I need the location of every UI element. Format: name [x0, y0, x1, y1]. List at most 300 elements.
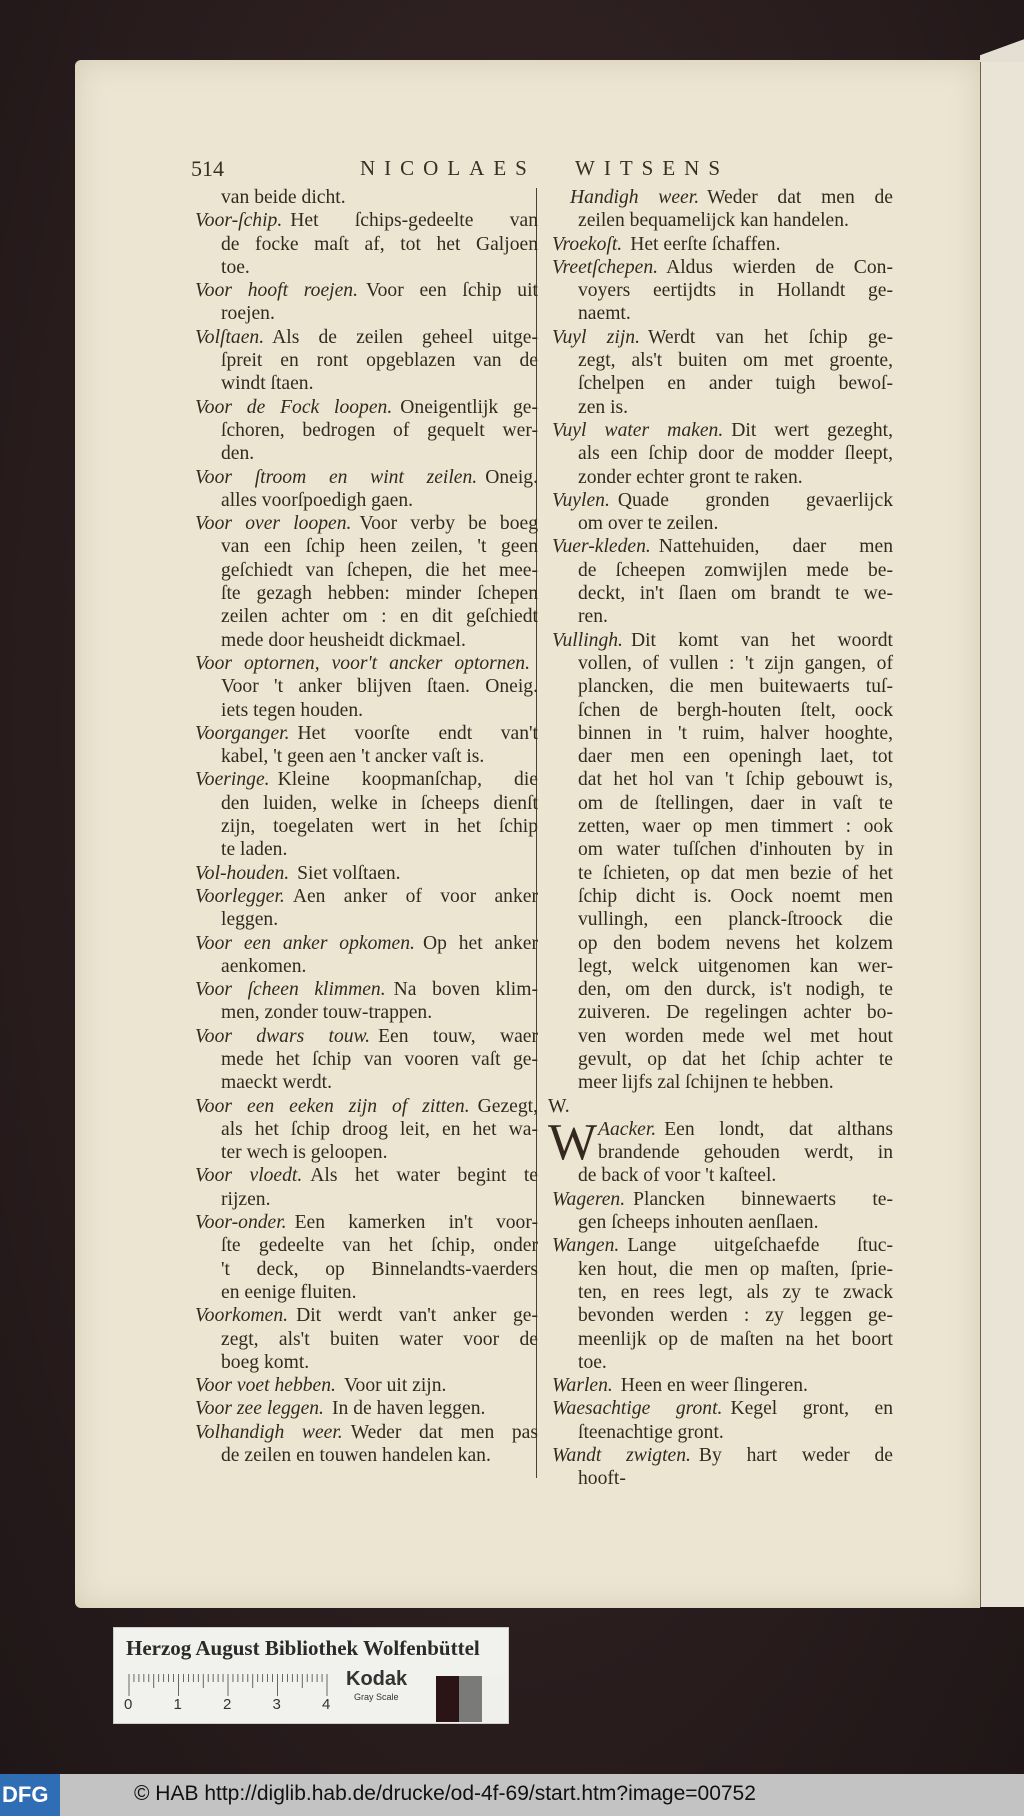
text-line — [548, 1281, 893, 1304]
ruler-label: 0 — [124, 1696, 133, 1713]
text-line — [191, 1304, 538, 1327]
text-line — [548, 629, 893, 652]
entry-text: Kegel gront, en — [730, 1398, 893, 1420]
text-line — [548, 815, 893, 838]
entry-text: Kleine koopmanſchap, die — [277, 769, 538, 791]
dictionary-entry — [191, 279, 538, 326]
running-head-left: NICOLAES — [360, 156, 536, 180]
text-line — [548, 1188, 893, 1211]
section-heading: W. — [548, 1095, 570, 1117]
text-line — [548, 932, 893, 955]
entry-text: Voor uit zijn. — [343, 1375, 447, 1397]
dictionary-entry — [191, 978, 538, 1025]
text-line — [548, 326, 893, 349]
text-line — [548, 233, 893, 256]
ruler-label: 4 — [322, 1696, 331, 1713]
text-line — [191, 955, 538, 978]
entry-term: Warlen. — [552, 1375, 613, 1397]
text-line — [191, 768, 538, 791]
text-line — [191, 885, 538, 908]
text-line — [191, 442, 538, 465]
entry-text: Het ſchips-gedeelte van — [290, 210, 538, 232]
entry-text: alles voorſpoedigh gaen. — [221, 489, 414, 511]
text-line — [548, 675, 893, 698]
text-line — [548, 466, 893, 489]
entry-term: Voorganger. — [195, 722, 290, 744]
text-line — [548, 186, 893, 209]
text-line — [548, 652, 893, 675]
entry-text: de back of voor 't kaſteel. — [578, 1165, 777, 1187]
entry-text: zuiveren. De regelingen achter bo- — [578, 1002, 893, 1024]
ruler-label: 1 — [173, 1696, 182, 1713]
text-line — [191, 722, 538, 745]
text-line — [191, 792, 538, 815]
entry-text: aenkomen. — [221, 955, 307, 977]
entry-text: Dit werdt van't anker ge- — [296, 1305, 538, 1327]
entry-term: Voeringe. — [195, 769, 270, 791]
entry-text: ten, en rees legt, als zy te zwack — [578, 1281, 893, 1303]
text-line — [548, 1421, 893, 1444]
text-line — [548, 302, 893, 325]
entry-text: voyers eertijdts in Hollandt ge- — [578, 280, 893, 302]
entry-term: Voor over loopen. — [195, 513, 352, 535]
text-line — [548, 978, 893, 1001]
text-line — [191, 302, 538, 325]
text-line — [191, 209, 538, 232]
text-line — [191, 186, 538, 209]
entry-text: mede het ſchip van vooren vaſt ge- — [221, 1048, 538, 1070]
entry-text: ſchen de bergh-houten ſtelt, oock — [578, 699, 893, 721]
text-line — [191, 396, 538, 419]
entry-text: ſchip dicht is. Oock noemt men — [578, 885, 893, 907]
text-line — [191, 279, 538, 302]
entry-term: Vuyl zijn. — [552, 326, 640, 348]
text-line — [191, 1095, 538, 1118]
text-line — [191, 629, 538, 652]
entry-text: zetten, waer op men timmert : ook — [578, 816, 893, 838]
entry-text: om water tuſſchen d'inhouten by in — [578, 839, 893, 861]
entry-term: Vroekoſt. — [552, 233, 623, 255]
entry-text: van beide dicht. — [221, 187, 346, 208]
text-line — [191, 419, 538, 442]
text-line — [548, 442, 893, 465]
entry-text: geſchiedt van ſchepen, die het mee- — [221, 559, 538, 581]
entry-text: toe. — [221, 256, 250, 278]
entry-text: zegt, als't buiten om met groente, — [578, 350, 893, 372]
text-line — [548, 745, 893, 768]
text-line — [548, 1258, 893, 1281]
entry-text: kabel, 't geen aen 't ancker vaſt is. — [221, 746, 485, 768]
entry-text: iets tegen houden. — [221, 699, 364, 721]
entry-text: Als de zeilen geheel uitge- — [272, 326, 538, 348]
dictionary-entry — [548, 1113, 893, 1188]
entry-text: te ſchieten, op dat men bezie of het — [578, 862, 893, 884]
entry-text: Weder dat men pas — [350, 1421, 538, 1443]
text-line — [191, 466, 538, 489]
entry-text: Gezegt, — [477, 1095, 538, 1117]
entry-text: Voor 't anker blijven ſtaen. Oneig. — [221, 676, 538, 698]
entry-text: deckt, in't ſlaen om brandt te we- — [578, 583, 893, 605]
text-line — [191, 1444, 538, 1467]
entry-term: Voorlegger. — [195, 885, 285, 907]
entry-text: Een londt, dat althans — [664, 1118, 893, 1140]
next-page-edge — [980, 62, 1024, 1607]
entry-text: en eenige fluiten. — [221, 1281, 357, 1303]
dictionary-entry — [191, 1211, 538, 1304]
dictionary-entry — [191, 768, 538, 861]
page-number: 514 — [191, 156, 224, 181]
entry-term: Voor hooft roejen. — [195, 280, 358, 302]
dictionary-entry — [191, 396, 538, 466]
text-line — [548, 1397, 893, 1420]
entry-text: meer lijfs zal ſchijnen te hebben. — [578, 1072, 834, 1094]
entry-term: Vuer-kleden. — [552, 536, 651, 558]
entry-text: zeilen achter om : en dit geſchiedt — [221, 606, 538, 628]
entry-text: Dit komt van het woordt — [630, 629, 893, 651]
entry-text: boeg komt. — [221, 1351, 310, 1373]
text-line — [191, 1397, 538, 1420]
text-line — [548, 582, 893, 605]
entry-text: rijzen. — [221, 1188, 271, 1210]
text-line — [191, 1374, 538, 1397]
entry-text: den luiden, welke in ſcheeps dienſt — [221, 792, 538, 814]
dictionary-entry — [548, 1234, 893, 1374]
entry-text: maeckt werdt. — [221, 1072, 332, 1094]
entry-text: By hart weder de — [698, 1445, 893, 1467]
entry-text: de ſcheepen zomwijlen mede be- — [578, 559, 893, 581]
text-line — [191, 815, 538, 838]
entry-text: binnen in 't ruim, halver hooghte, — [578, 722, 893, 744]
text-line — [191, 535, 538, 558]
text-line — [548, 559, 893, 582]
entry-text: de zeilen en touwen handelen kan. — [221, 1445, 491, 1467]
ruler — [128, 1670, 328, 1696]
text-line — [191, 699, 538, 722]
entry-text: naemt. — [578, 303, 631, 325]
entry-term: Voor vloedt. — [195, 1165, 303, 1187]
dictionary-entry — [548, 629, 893, 1095]
text-line — [191, 349, 538, 372]
color-card — [113, 1627, 509, 1724]
entry-text: vullingh, een planck-ſtroock die — [578, 909, 893, 931]
entry-term: Aacker. — [598, 1118, 657, 1140]
right-column — [548, 186, 893, 1491]
dictionary-entry — [191, 326, 538, 396]
entry-text: ken hout, die men op maſten, ſprie- — [578, 1258, 893, 1280]
text-line — [191, 582, 538, 605]
text-line — [191, 1164, 538, 1187]
entry-text: den. — [221, 443, 255, 465]
entry-text: Als het water begint te — [310, 1165, 538, 1187]
text-line — [548, 908, 893, 931]
entry-term: Vreetſchepen. — [552, 256, 659, 278]
entry-text: Oneigentlijk ge- — [400, 396, 538, 418]
entry-text: Weder dat men de — [707, 187, 893, 208]
gray-patch — [436, 1676, 459, 1722]
text-line — [191, 1188, 538, 1211]
entry-text: bevonden werden : zy leggen ge- — [578, 1305, 893, 1327]
dictionary-entry — [191, 1095, 538, 1165]
entry-text: zonder echter gront te raken. — [578, 466, 803, 488]
text-line — [191, 908, 538, 931]
left-column — [191, 186, 538, 1467]
text-line — [548, 1304, 893, 1327]
text-line — [191, 559, 538, 582]
entry-text: Quade gronden gevaerlijck — [617, 489, 893, 511]
text-line — [191, 372, 538, 395]
dictionary-entry — [191, 512, 538, 652]
entry-text: Voor verby be boeg — [359, 513, 538, 535]
entry-text: Voor een ſchip uit — [366, 280, 538, 302]
dictionary-entry — [548, 256, 893, 326]
entry-term: Voor een anker opkomen. — [195, 932, 415, 954]
text-line — [191, 1025, 538, 1048]
entry-term: Handigh weer. — [570, 187, 700, 208]
entry-text: vollen, of vullen : 't zijn gangen, of — [578, 652, 893, 674]
entry-text: gen ſcheeps inhouten aenſlaen. — [578, 1212, 819, 1234]
text-line — [548, 722, 893, 745]
entry-term: Voor een eeken zijn of zitten. — [195, 1095, 470, 1117]
text-line — [548, 512, 893, 535]
entry-text: zeilen bequamelijck kan handelen. — [578, 210, 849, 232]
text-line — [548, 1164, 893, 1187]
entry-text: als het ſchip droog leit, en het wa- — [221, 1118, 538, 1140]
entry-text: gevult, op dat het ſchip achter te — [578, 1048, 893, 1070]
dictionary-entry — [191, 1374, 538, 1397]
dictionary-entry — [191, 1397, 538, 1420]
text-line — [548, 1048, 893, 1071]
entry-text: Oneig. — [485, 466, 538, 488]
text-line — [191, 1421, 538, 1444]
ruler-label: 3 — [272, 1696, 281, 1713]
entry-text: Aen anker of voor anker — [292, 885, 538, 907]
text-line — [548, 838, 893, 861]
next-page-corner — [980, 30, 1024, 64]
text-line — [548, 209, 893, 232]
entry-text: toe. — [578, 1351, 607, 1373]
gray-patch — [459, 1676, 482, 1722]
entry-term: Voor voet hebben. — [195, 1375, 336, 1397]
dictionary-entry — [548, 1444, 893, 1491]
entry-text: plancken, die men buitewaerts tuſ- — [578, 676, 893, 698]
text-line — [548, 605, 893, 628]
entry-text: daer men een openingh laet, tot — [578, 746, 893, 768]
entry-text: ſchelpen en ander tuigh bewoſ- — [578, 373, 893, 395]
entry-text: windt ſtaen. — [221, 373, 314, 395]
entry-text: ter wech is geloopen. — [221, 1142, 388, 1164]
kodak-logo: Kodak — [346, 1668, 408, 1690]
text-line — [191, 745, 538, 768]
entry-text: Na boven klim- — [393, 979, 539, 1001]
dictionary-entry — [548, 233, 893, 256]
text-line — [191, 1048, 538, 1071]
entry-term: Voor-ſchip. — [195, 210, 283, 232]
text-line — [548, 279, 893, 302]
entry-term: Voor de Fock loopen. — [195, 396, 393, 418]
text-line — [191, 233, 538, 256]
dictionary-entry — [548, 186, 893, 233]
text-line — [191, 1258, 538, 1281]
entry-text: mede door heusheidt dickmael. — [221, 629, 466, 651]
entry-term: Voor zee leggen. — [195, 1398, 324, 1420]
dictionary-entry — [191, 1164, 538, 1211]
text-line — [191, 978, 538, 1001]
text-line — [548, 699, 893, 722]
entry-term: Voorkomen. — [195, 1305, 289, 1327]
entry-text: Heen en weer ſlingeren. — [620, 1375, 808, 1397]
text-line — [548, 1234, 893, 1257]
drop-cap: W — [548, 1113, 598, 1171]
entry-text: men, zonder touw-trappen. — [221, 1002, 433, 1024]
dictionary-entry — [548, 1374, 893, 1397]
footer-bar — [0, 1774, 1024, 1816]
text-line — [191, 1001, 538, 1024]
entry-text: 't deck, op Binnelandts-vaerders — [221, 1258, 538, 1280]
entry-text: Een kamerken in't voor- — [294, 1212, 538, 1234]
dictionary-entry — [191, 652, 538, 722]
entry-text: Werdt van het ſchip ge- — [647, 326, 893, 348]
entry-text: ſpreit en ront opgeblazen van de — [221, 350, 538, 372]
text-line — [191, 605, 538, 628]
entry-term: Voor ſtroom en wint zeilen. — [195, 466, 478, 488]
entry-text: Siet volſtaen. — [297, 862, 401, 884]
dictionary-entry — [548, 1188, 893, 1235]
entry-text: als een ſchip door de modder ſleept, — [578, 443, 893, 465]
entry-text: op den bodem nevens het kolzem — [578, 932, 893, 954]
dictionary-entry — [191, 885, 538, 932]
text-line — [548, 792, 893, 815]
card-title: Herzog August Bibliothek Wolfenbüttel — [126, 1636, 480, 1660]
text-line — [548, 1071, 893, 1094]
dictionary-entry — [548, 326, 893, 419]
entry-text: zen is. — [578, 396, 629, 418]
dfg-logo: DFG — [0, 1774, 60, 1816]
entry-term: Wangen. — [552, 1235, 620, 1257]
text-line — [191, 512, 538, 535]
entry-text: meenlijk op de maſten na het boort — [578, 1328, 893, 1350]
text-line — [548, 419, 893, 442]
entry-text: te laden. — [221, 839, 288, 861]
text-line — [548, 349, 893, 372]
text-line — [191, 838, 538, 861]
text-line — [548, 1141, 893, 1164]
entry-text: om de ſtellingen, daer in vaſt te — [578, 792, 893, 814]
text-line — [191, 1351, 538, 1374]
dictionary-entry — [191, 722, 538, 769]
text-line — [191, 652, 538, 675]
catchword: hooft- — [578, 1468, 626, 1490]
text-line — [548, 955, 893, 978]
entry-text: Aldus wierden de Con- — [666, 256, 893, 278]
entry-text: Lange uitgeſchaefde ſtuc- — [627, 1235, 893, 1257]
text-line — [548, 1328, 893, 1351]
entry-text: de focke maſt af, tot het Galjoen — [221, 233, 538, 255]
text-line — [548, 862, 893, 885]
entry-text: ſteenachtige gront. — [578, 1421, 724, 1443]
entry-text: om over te zeilen. — [578, 513, 719, 535]
entry-text: Plancken binnewaerts te- — [633, 1188, 893, 1210]
text-line — [548, 768, 893, 791]
dictionary-entry — [191, 186, 538, 209]
gray-scale-label: Gray Scale — [354, 1692, 399, 1702]
entry-term: Volſtaen. — [195, 326, 265, 348]
entry-text: ſchoren, bedrogen of gequelt wer- — [221, 419, 538, 441]
entry-text: roejen. — [221, 303, 275, 325]
text-line — [191, 1141, 538, 1164]
text-line — [548, 489, 893, 512]
text-line — [548, 1374, 893, 1397]
entry-text: zegt, als't buiten water voor de — [221, 1328, 538, 1350]
dictionary-entry — [191, 932, 538, 979]
running-head-right: WITSENS — [575, 156, 729, 180]
entry-term: Vuylen. — [552, 489, 610, 511]
text-line — [191, 932, 538, 955]
text-line — [191, 1234, 538, 1257]
dictionary-entry — [191, 1025, 538, 1095]
entry-text: ſte gezagh hebben: minder ſchepen — [221, 583, 538, 605]
entry-term: Voor optornen, voor't ancker optornen. — [195, 652, 530, 674]
entry-text: Een touw, waer — [378, 1025, 539, 1047]
entry-term: Wandt zwigten. — [552, 1445, 691, 1467]
text-line — [548, 885, 893, 908]
dictionary-entry — [191, 1421, 538, 1468]
text-line — [548, 1444, 893, 1467]
text-line — [548, 256, 893, 279]
dictionary-entry — [191, 1304, 538, 1374]
entry-text: ven worden mede wel met hout — [578, 1025, 893, 1047]
entry-term: Voor ſcheen klimmen. — [195, 979, 386, 1001]
entry-text: ſte gedeelte van het ſchip, onder — [221, 1235, 538, 1257]
entry-text: Op het anker — [422, 932, 538, 954]
text-line — [548, 1001, 893, 1024]
copyright-link[interactable]: © HAB http://diglib.hab.de/drucke/od-4f-69/start.htm?image=00752 — [134, 1782, 756, 1805]
entry-term: Vullingh. — [552, 629, 623, 651]
entry-text: Het eerſte ſchaffen. — [630, 233, 781, 255]
text-line — [191, 1281, 538, 1304]
text-line — [191, 862, 538, 885]
entry-text: In de haven leggen. — [331, 1398, 486, 1420]
gray-patch — [482, 1676, 505, 1722]
dictionary-entry — [548, 1397, 893, 1444]
entry-text: Het voorſte endt van't — [297, 722, 538, 744]
entry-text: dat het hol van 't ſchip gebouwt is, — [578, 769, 893, 791]
entry-text: Nattehuiden, daer men — [658, 536, 893, 558]
entry-term: Voor dwars touw. — [195, 1025, 371, 1047]
dictionary-entry — [548, 489, 893, 536]
text-line — [191, 1328, 538, 1351]
text-line — [191, 1211, 538, 1234]
text-line — [548, 1211, 893, 1234]
dictionary-entry — [191, 862, 538, 885]
entry-text: ren. — [578, 606, 608, 628]
text-line — [548, 372, 893, 395]
text-line — [191, 1071, 538, 1094]
entry-term: Vol-houden. — [195, 862, 290, 884]
text-line — [191, 1118, 538, 1141]
ruler-label: 2 — [223, 1696, 232, 1713]
dictionary-entry — [548, 1095, 893, 1118]
text-line — [548, 1351, 893, 1374]
text-line — [191, 489, 538, 512]
text-line — [191, 326, 538, 349]
dictionary-entry — [191, 466, 538, 513]
text-line — [548, 1025, 893, 1048]
text-line — [191, 256, 538, 279]
dictionary-entry — [548, 419, 893, 489]
entry-term: Volhandigh weer. — [195, 1421, 343, 1443]
text-line — [548, 535, 893, 558]
entry-text: legt, welck uitgenomen kan wer- — [578, 955, 893, 977]
